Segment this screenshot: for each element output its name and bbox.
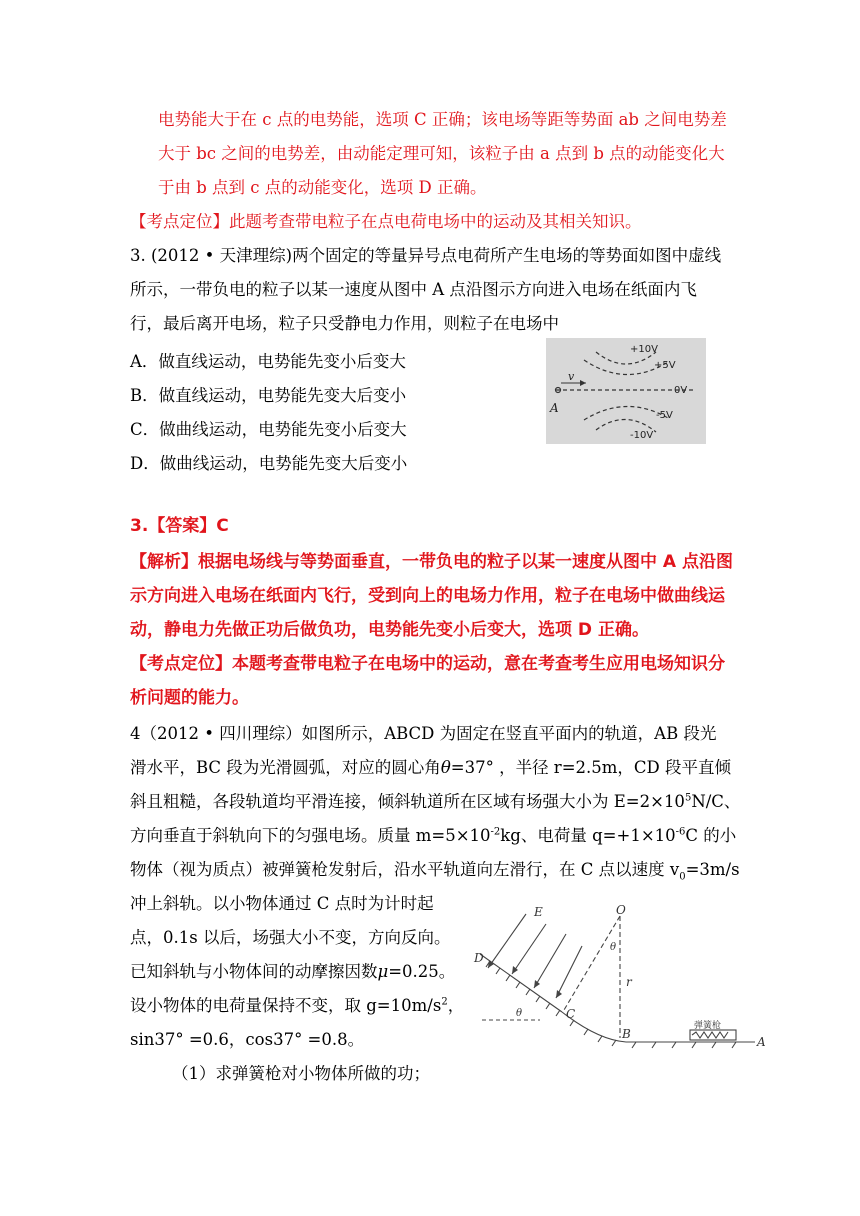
q4-stem-line7: 点，0.1s 以后，场强大小不变，方向反向。 [130, 928, 451, 947]
q4-fig-a-label: A [757, 1035, 766, 1049]
q4-stem-line2: 滑水平，BC 段为光滑圆弧，对应的圆心角θ=37° ，半径 r=2.5m，CD 段平直倾 [130, 758, 732, 777]
a3-analysis-line1: 【解析】根据电场线与等势面垂直，一带负电的粒子以某一速度从图中 A 点沿图 [130, 552, 733, 572]
q3-equipotential-figure [546, 338, 706, 444]
q3-stem-line2: 所示，一带负电的粒子以某一速度从图中 A 点沿图示方向进入电场在纸面内飞 [130, 280, 697, 299]
q4-stem-line3: 斜且粗糙，各段轨道均平滑连接，倾斜轨道所在区域有场强大小为 $E=2\times 10^5N/C$、 [130, 792, 741, 811]
q3-fig-label-plus5: +5V [654, 360, 676, 371]
q4-fig-d-label: D [474, 951, 484, 965]
q4-fig-theta-incline-label: θ [516, 1008, 523, 1019]
q4-stem-line10: sin37° =0.6，cos37° =0.8。 [130, 1030, 365, 1049]
prev-explanation-line2: 大于 bc 之间的电势差，由动能定理可知，该粒子由 a 点到 b 点的动能变化大 [158, 144, 725, 163]
q3-option-b: B．做直线运动，电势能先变大后变小 [130, 386, 407, 405]
q4-stem-line9: 设小物体的电荷量保持不变，取 $g=10m/s^2$， [130, 996, 465, 1015]
q4-stem-line6: 冲上斜轨。以小物体通过 C 点时为计时起 [130, 894, 434, 913]
q4-subquestion-1: （1）求弹簧枪对小物体所做的功； [172, 1064, 430, 1083]
q3-fig-label-plus10: +10V [630, 344, 658, 355]
q4-fig-spring-gun-label: 弹簧枪 [694, 1021, 722, 1031]
q4-fig-e-label: E [534, 905, 543, 919]
q4-fig-c-label: C [566, 1007, 576, 1021]
q4-fig-r-label: r [626, 975, 632, 989]
q3-stem-line1: 3. (2012 • 天津理综)两个固定的等量异号点电荷所产生电场的等势面如图中虚线 [130, 246, 722, 265]
q4-fig-o-label: O [616, 903, 626, 917]
prev-explanation-line1: 电势能大于在 c 点的电势能，选项 C 正确；该电场等距等势面 ab 之间电势差 [158, 110, 727, 129]
q4-stem-line4: 方向垂直于斜轨向下的匀强电场。质量 $m=5\times 10^{-2}kg$、电荷量 $q=+1\times 10^{-6}C$ 的小 [130, 826, 737, 845]
a3-answer: 3.【答案】C [130, 516, 229, 536]
a3-analysis-line2: 示方向进入电场在纸面内飞行，受到向上的电场力作用，粒子在电场中做曲线运 [130, 586, 725, 606]
q3-option-d: D．做曲线运动，电势能先变大后变小 [130, 454, 408, 473]
q3-fig-velocity-label: v [568, 370, 575, 383]
q4-stem-line8: 已知斜轨与小物体间的动摩擦因数μ=0.25。 [130, 962, 456, 981]
q3-fig-point-a-label: A [550, 401, 559, 415]
q3-fig-label-zero: 0V [674, 385, 688, 396]
q4-stem-line1: 4（2012 • 四川理综）如图所示，ABCD 为固定在竖直平面内的轨道，AB 段光 [130, 724, 717, 743]
a3-key-point-line2: 析问题的能力。 [130, 688, 249, 708]
q4-track-figure [470, 902, 770, 1052]
q3-fig-label-minus10: -10V [630, 430, 654, 441]
prev-explanation-line3: 于由 b 点到 c 点的动能变化，选项 D 正确。 [158, 178, 487, 197]
q3-stem-line3: 行，最后离开电场，粒子只受静电力作用，则粒子在电场中 [130, 314, 559, 333]
q3-option-a: A．做直线运动，电势能先变小后变大 [130, 352, 406, 371]
a3-key-point-line1: 【考点定位】本题考查带电粒子在电场中的运动，意在考查考生应用电场知识分 [130, 654, 725, 674]
q4-fig-b-label: B [622, 1027, 631, 1041]
q4-fig-theta-top-label: θ [610, 942, 617, 953]
q3-option-c: C．做曲线运动，电势能先变小后变大 [130, 420, 407, 439]
a3-analysis-line3: 动，静电力先做正功后做负功，电势能先变小后变大，选项 D 正确。 [130, 620, 649, 640]
prev-key-point: 【考点定位】此题考查带电粒子在点电荷电场中的运动及其相关知识。 [130, 212, 642, 231]
q3-fig-label-minus5: -5V [656, 410, 673, 421]
q4-stem-line5: 物体（视为质点）被弹簧枪发射后，沿水平轨道向左滑行，在 C 点以速度 $v_0=3m/s$ [130, 860, 740, 883]
